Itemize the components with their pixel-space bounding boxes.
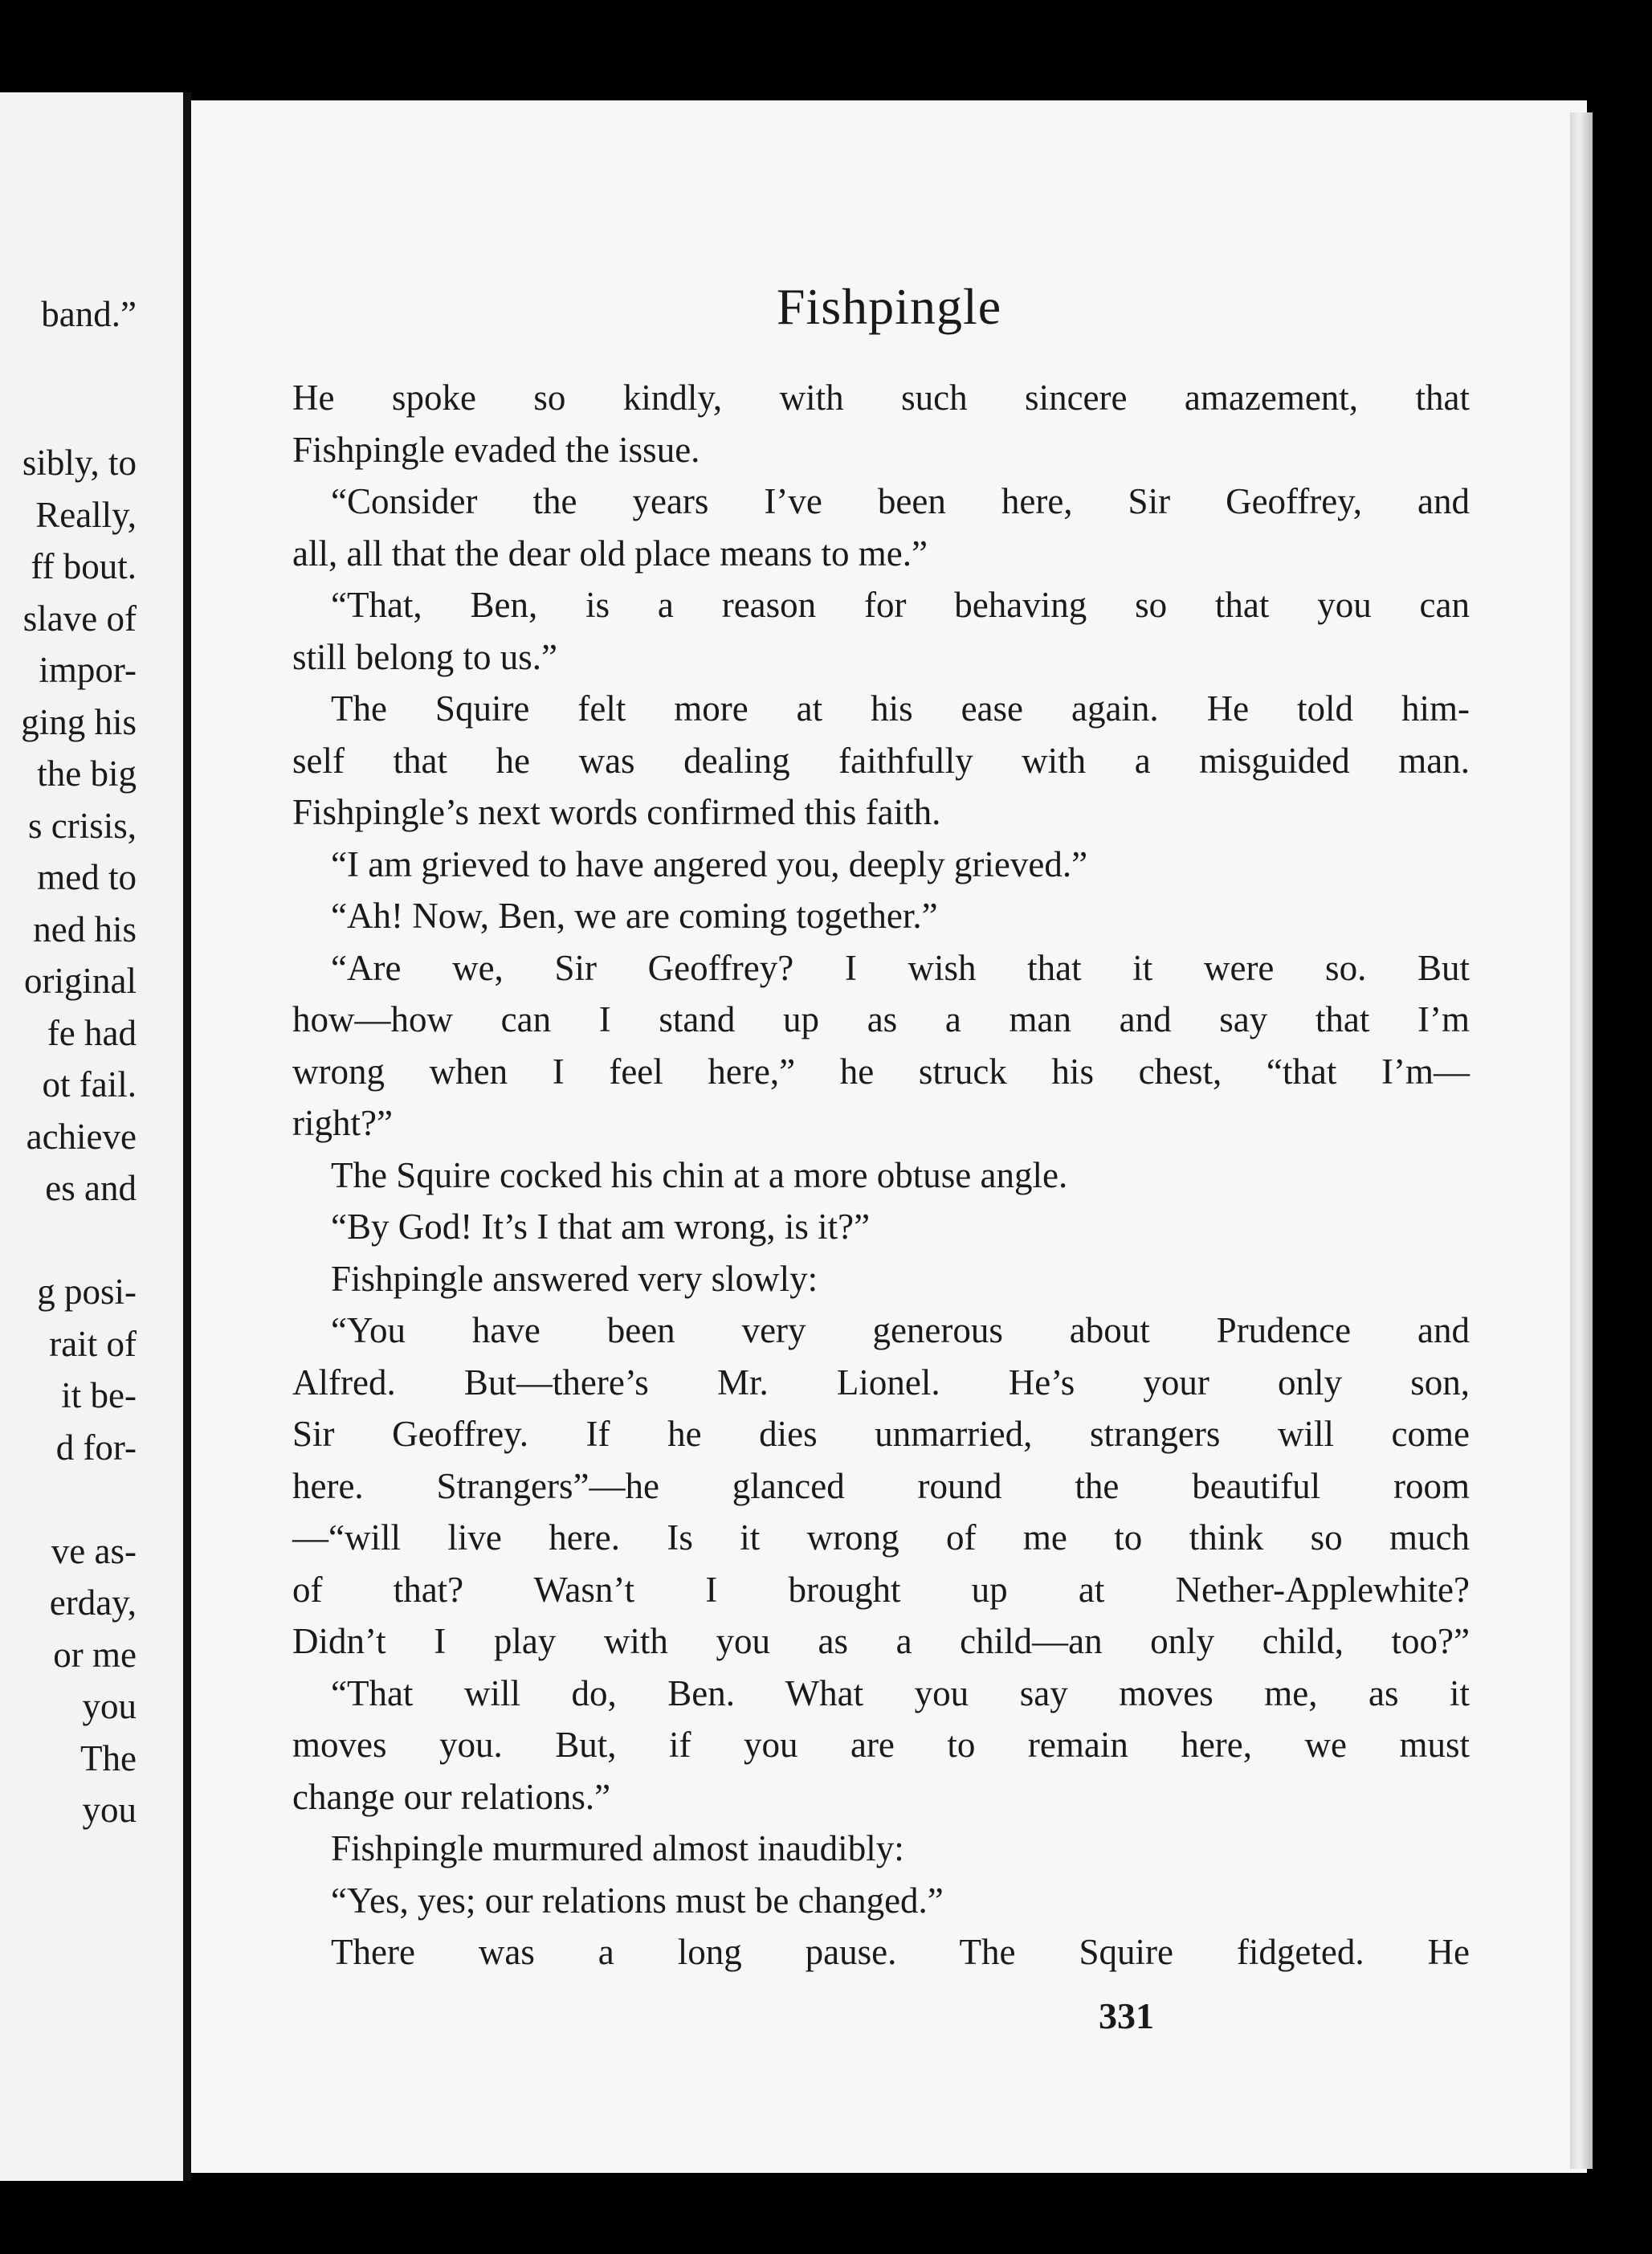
left-line: d for- [55,1427,137,1468]
text-line: There was a long pause. The Squire fidgeted. He [331,1932,1470,1972]
text-line: —“will live here. Is it wrong of me to think so much [292,1517,1470,1558]
left-line: you [82,1686,137,1726]
text-line: Fishpingle answered very slowly: [331,1258,818,1299]
left-line: rait of [49,1324,137,1364]
text-line: “That will do, Ben. What you say moves me, as it [331,1672,1470,1713]
left-line: The [80,1738,137,1778]
left-line: or me [53,1635,137,1675]
left-line: the big [37,753,137,794]
left-line: it be- [61,1375,137,1415]
text-line: Fishpingle’s next words confirmed this faith. [292,792,941,832]
left-line: ve as- [51,1531,137,1571]
left-line: band.” [41,294,137,334]
page-edge [1570,112,1593,2169]
text-line: Fishpingle murmured almost inaudibly: [331,1828,904,1868]
left-line: ff bout. [31,546,137,586]
left-line: es and [45,1168,137,1208]
text-line: The Squire felt more at his ease again. He told him- [331,688,1470,729]
left-line: ging his [21,702,137,742]
left-line: impor- [39,650,137,690]
text-line: Alfred. But—there’s Mr. Lionel. He’s your only son, [292,1362,1470,1403]
left-line: you [82,1790,137,1830]
left-facing-page [0,92,183,2181]
left-line: original [24,961,137,1001]
text-line: moves you. But, if you are to remain here, we must [292,1725,1470,1765]
text-line: “Are we, Sir Geoffrey? I wish that it were so. But [331,947,1470,988]
left-line: ot fail. [42,1064,137,1105]
book-gutter [183,92,191,2181]
left-line: med to [37,857,137,897]
text-line: wrong when I feel here,” he struck his chest, “that I’m— [292,1051,1470,1092]
left-line: Really, [35,495,137,535]
text-line: He spoke so kindly, with such sincere amazement, that [292,378,1470,418]
text-line: “I am grieved to have angered you, deeply grieved.” [331,843,1088,884]
text-line: The Squire cocked his chin at a more obtuse angle. [331,1154,1068,1195]
text-line: “By God! It’s I that am wrong, is it?” [331,1207,871,1247]
text-line: change our relations.” [292,1776,611,1817]
text-line: “You have been very generous about Prudence and [331,1310,1470,1350]
left-line: achieve [26,1117,137,1157]
text-line: “Yes, yes; our relations must be changed.” [331,1880,944,1921]
left-line: s crisis, [28,806,137,846]
text-line: self that he was dealing faithfully with a misguided man. [292,740,1470,781]
right-page [191,100,1587,2173]
text-line: right?” [292,1103,393,1143]
running-head: Fishpingle [776,278,1002,335]
text-line: “Ah! Now, Ben, we are coming together.” [331,896,938,936]
left-line: erday, [49,1582,137,1623]
text-line: “Consider the years I’ve been here, Sir Geoffrey, and [331,481,1470,521]
left-line: slave of [22,598,137,639]
page-number: 331 [1099,1995,1154,2036]
left-line: ned his [33,909,137,949]
text-line: still belong to us.” [292,636,557,677]
text-line: of that? Wasn’t I brought up at Nether-Applewhite? [292,1569,1470,1610]
left-line: fe had [47,1013,137,1053]
body-text [292,372,1470,1978]
text-line: all, all that the dear old place means to me.” [292,533,928,574]
text-line: Fishpingle evaded the issue. [292,429,700,470]
text-line: “That, Ben, is a reason for behaving so that you can [331,585,1470,625]
text-line: Sir Geoffrey. If he dies unmarried, strangers will come [292,1414,1470,1454]
text-line: Didn’t I play with you as a child—an only child, too?” [292,1621,1470,1661]
text-line: here. Strangers”—he glanced round the beautiful room [292,1465,1470,1506]
text-line: how—how can I stand up as a man and say that I’m [292,999,1470,1039]
left-line: sibly, to [22,443,137,483]
left-line: g posi- [37,1272,137,1312]
